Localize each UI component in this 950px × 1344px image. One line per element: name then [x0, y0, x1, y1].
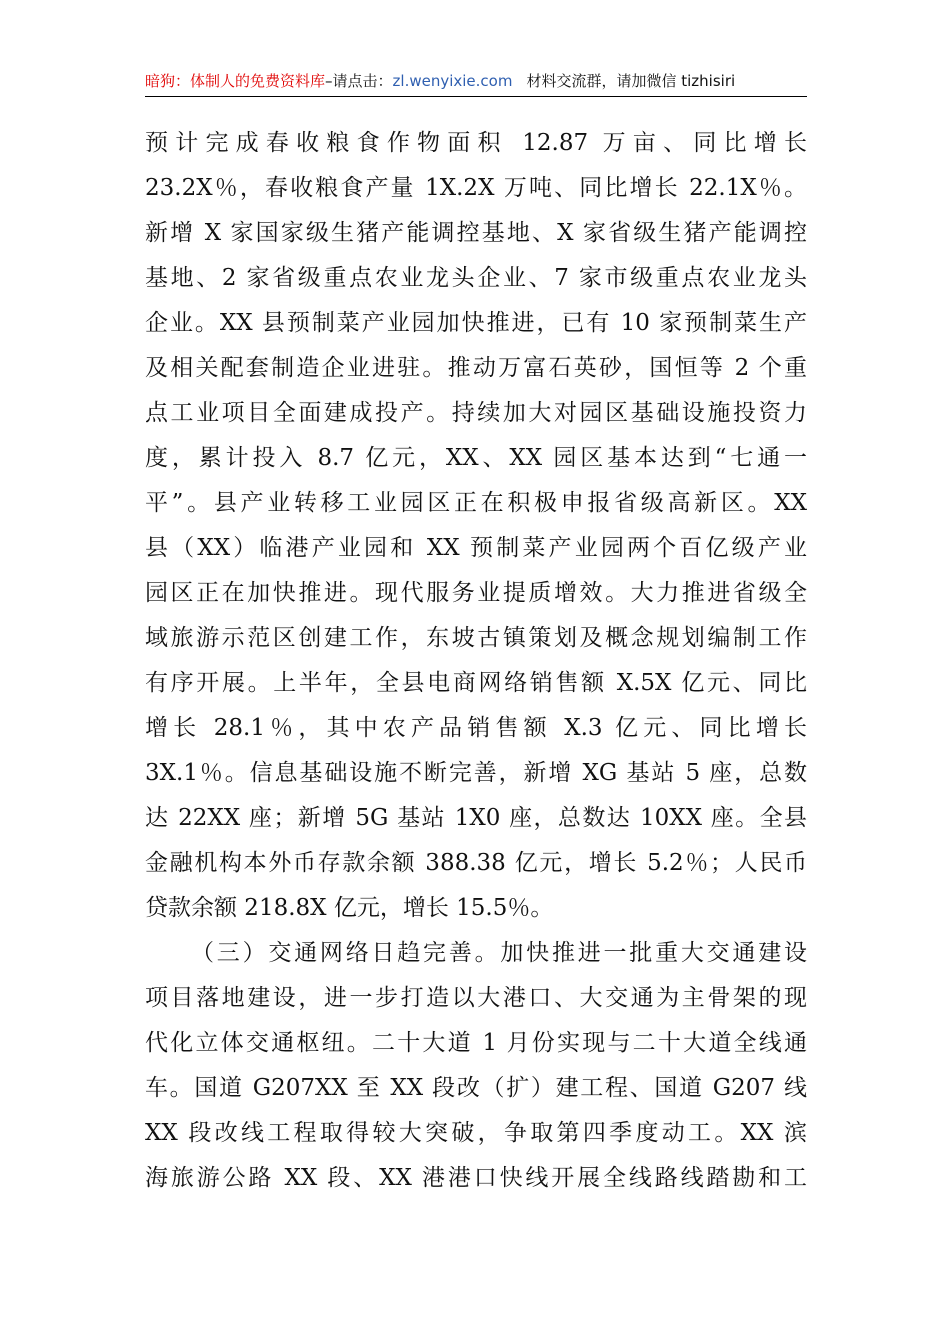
group-contact-text: 材料交流群，请加微信 tizhisiri [526, 72, 736, 90]
text-line: 有序开展。上半年，全县电商网络销售额 X.5X 亿元、同比 [145, 670, 807, 696]
text-line: 企业。XX 县预制菜产业园加快推进，已有 10 家预制菜生产 [145, 310, 807, 336]
text-line: XX 段改线工程取得较大突破，争取第四季度动工。XX 滨 [145, 1120, 807, 1146]
text-line: 增长 28.1％，其中农产品销售额 X.3 亿元、同比增长 [145, 715, 807, 741]
text-line: 域旅游示范区创建工作，东坡古镇策划及概念规划编制工作 [145, 625, 807, 651]
text-line: 23.2X％，春收粮食产量 1X.2X 万吨、同比增长 22.1X％。 [145, 175, 807, 201]
text-line: 及相关配套制造企业进驻。推动万富石英砂，国恒等 2 个重 [145, 355, 807, 381]
text-line: 代化立体交通枢纽。二十大道 1 月份实现与二十大道全线通 [145, 1030, 807, 1056]
document-body [145, 121, 807, 1201]
text-line: 3X.1％。信息基础设施不断完善，新增 XG 基站 5 座，总数 [145, 760, 807, 786]
text-line: 海旅游公路 XX 段、XX 港港口快线开展全线路线踏勘和工 [145, 1165, 807, 1191]
text-line: 车。国道 G207XX 至 XX 段改（扩）建工程、国道 G207 线 [145, 1075, 807, 1101]
text-line: 基地、2 家省级重点农业龙头企业、7 家市级重点农业龙头 [145, 265, 807, 291]
text-line: 金融机构本外币存款余额 388.38 亿元，增长 5.2％；人民币 [145, 850, 807, 876]
site-label: 暗狗：体制人的免费资料库 [145, 72, 326, 90]
paragraph-transport [145, 931, 807, 1201]
text-line: （三）交通网络日趋完善。加快推进一批重大交通建设 [191, 940, 807, 966]
text-line: 预计完成春收粮食作物面积 12.87 万亩、同比增长 [145, 130, 807, 156]
text-line: 点工业项目全面建成投产。持续加大对园区基础设施投资力 [145, 400, 807, 426]
text-line: 度，累计投入 8.7 亿元，XX、XX 园区基本达到“七通一 [145, 445, 807, 471]
text-line: 平”。县产业转移工业园区正在积极申报省级高新区。XX [145, 490, 807, 516]
page-header [145, 70, 807, 97]
text-line: 项目落地建设，进一步打造以大港口、大交通为主骨架的现 [145, 985, 807, 1011]
text-line: 县（XX）临港产业园和 XX 预制菜产业园两个百亿级产业 [145, 535, 807, 561]
paragraph-economy [145, 121, 807, 931]
text-line: 达 22XX 座；新增 5G 基站 1X0 座，总数达 10XX 座。全县 [145, 805, 807, 831]
text-line: 新增 X 家国家级生猪产能调控基地、X 家省级生猪产能调控 [145, 220, 807, 246]
click-prompt: –请点击： [325, 72, 393, 90]
site-url-link[interactable]: zl.wenyixie.com [392, 72, 513, 90]
text-line: 园区正在加快推进。现代服务业提质增效。大力推进省级全 [145, 580, 807, 606]
text-line: 贷款余额 218.8X 亿元，增长 15.5％。 [145, 895, 554, 921]
